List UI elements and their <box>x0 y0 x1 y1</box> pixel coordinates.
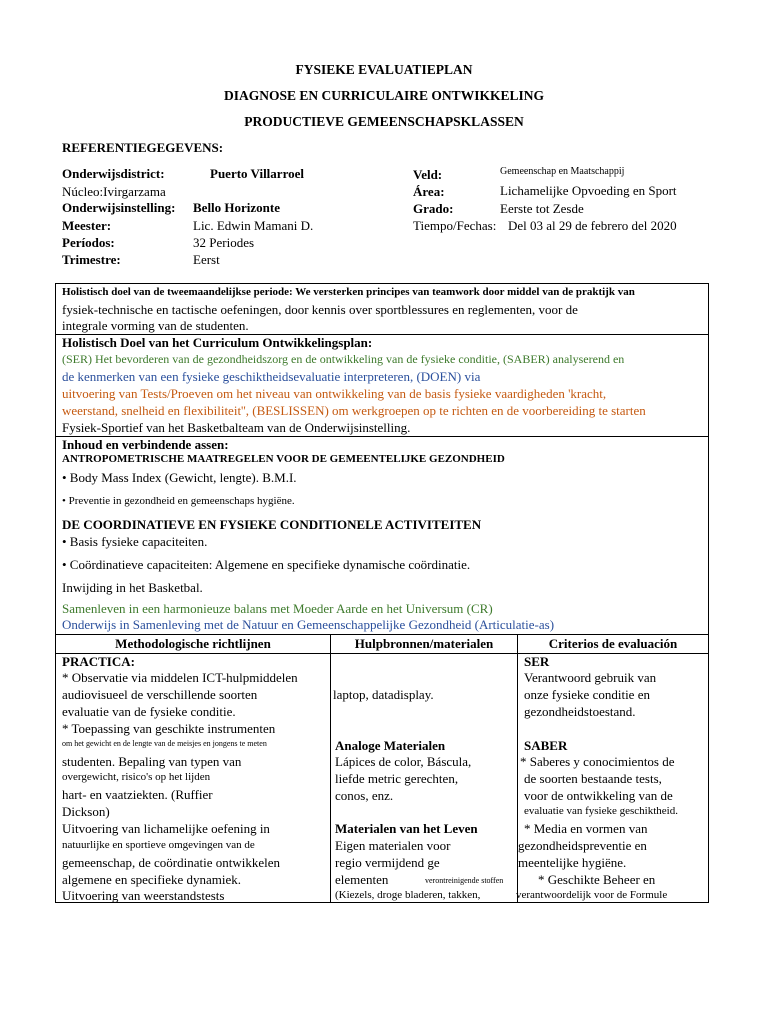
col2-eigen: Eigen materialen voor <box>335 838 451 853</box>
col2-liefde: liefde metric gerechten, <box>335 771 459 786</box>
institution-value: Bello Horizonte <box>193 200 281 215</box>
area-label: Área: <box>413 184 445 199</box>
teacher-value: Lic. Edwin Mamani D. <box>193 218 314 233</box>
holistic-line-1: Holistisch doel van de tweemaandelijkse periode: We versterken principes van teamwork door middel van de praktijk van <box>62 286 635 298</box>
col3-media-5: verantwoordelijk voor de Formule <box>516 889 668 901</box>
bmi-item: • Body Mass Index (Gewicht, lengte). B.M.I. <box>62 470 297 485</box>
curriculum-heading: Holistisch Doel van het Curriculum Ontwikkelingsplan: <box>62 335 373 350</box>
basic-item: • Basis fysieke capaciteiten. <box>62 534 208 549</box>
basketball-item: Inwijding in het Basketbal. <box>62 580 203 595</box>
table-border-left <box>55 283 56 903</box>
col2-laptop: laptop, datadisplay. <box>333 687 434 702</box>
document-subtitle-2: PRODUCTIEVE GEMEENSCHAPSKLASSEN <box>244 114 524 129</box>
veld-value: Gemeenschap en Maatschappij <box>500 166 625 177</box>
district-label: Onderwijsdistrict: <box>62 166 165 181</box>
tiempo-value: Del 03 al 29 de febrero del 2020 <box>508 218 677 233</box>
document-subtitle-1: DIAGNOSE EN CURRICULAIRE ONTWIKKELING <box>224 88 544 103</box>
col2-conos: conos, enz. <box>335 788 394 803</box>
col3-header: Criterios de evaluación <box>548 636 678 651</box>
curriculum-ser: (SER) Het bevorderen van de gezondheidszorg en de ontwikkeling van de fysieke conditie, (SABER) analyserend en <box>62 352 625 366</box>
col2-regio: regio vermijdend ge <box>335 855 440 870</box>
col1-gem: gemeenschap, de coördinatie ontwikkelen <box>62 855 281 870</box>
grado-label: Grado: <box>413 201 454 216</box>
col3-media-3: meentelijke hygiëne. <box>518 855 627 870</box>
curriculum-end: Fysiek-Sportief van het Basketbalteam van de Onderwijsinstelling. <box>62 420 411 435</box>
col3-saber-4: evaluatie van fysieke geschiktheid. <box>524 805 678 817</box>
col1-alg: algemene en specifieke dynamiek. <box>62 872 242 887</box>
col1-uitv-2: Uitvoering van weerstandstests <box>62 888 225 903</box>
col1-obs-2: audiovisueel de verschillende soorten <box>62 687 258 702</box>
col3-saber-1: * Saberes y conocimientos de <box>520 754 675 769</box>
grado-value: Eerste tot Zesde <box>500 201 584 216</box>
periods-value: 32 Periodes <box>193 235 255 250</box>
col1-dick: Dickson) <box>62 804 110 819</box>
col3-saber-2: de soorten bestaande tests, <box>524 771 662 786</box>
col-divider-1 <box>330 634 331 903</box>
curriculum-doen-2: weerstand, snelheid en flexibiliteit'', (BESLISSEN) om werkgroepen op te richten en de voorbereiding te starten <box>62 403 646 418</box>
col1-header: Methodologische richtlijnen <box>115 636 271 651</box>
blue-axis-line: Onderwijs in Samenleving met de Natuur en Gemeenschappelijke Gezondheid (Articulatie-as) <box>62 617 555 632</box>
anthro-heading: ANTROPOMETRISCHE MAATREGELEN VOOR DE GEMEENTELIJKE GEZONDHEID <box>62 453 505 465</box>
col1-hart: hart- en vaatziekten. (Ruffier <box>62 787 213 802</box>
teacher-label: Meester: <box>62 218 112 233</box>
table-border-right <box>708 283 709 903</box>
col3-ser-3: gezondheidstoestand. <box>524 704 636 719</box>
trimester-label: Trimestre: <box>62 252 121 267</box>
col1-over: overgewicht, risico's op het lijden <box>62 771 211 783</box>
col1-nat: natuurlijke en sportieve omgevingen van de <box>62 839 255 851</box>
col1-small-note: om het gewicht en de lengte van de meisjes en jongens te meten <box>62 739 267 748</box>
col3-ser-1: Verantwoord gebruik van <box>524 670 657 685</box>
col1-stud: studenten. Bepaling van typen van <box>62 754 242 769</box>
green-axis-line: Samenleven in een harmonieuze balans met Moeder Aarde en het Universum (CR) <box>62 601 493 616</box>
nucleo: Núcleo:Ivirgarzama <box>62 184 166 199</box>
col1-obs-3: evaluatie van de fysieke conditie. <box>62 704 236 719</box>
col3-media-1: * Media en vormen van <box>524 821 648 836</box>
area-value: Lichamelijke Opvoeding en Sport <box>500 183 677 198</box>
curriculum-saber: de kenmerken van een fysieke geschiktheidsevaluatie interpreteren, (DOEN) via <box>62 369 481 384</box>
col1-toep: * Toepassing van geschikte instrumenten <box>62 721 276 736</box>
periods-label: Períodos: <box>62 235 115 250</box>
holistic-line-3: integrale vorming van de studenten. <box>62 318 249 333</box>
col3-media-4: * Geschikte Beheer en <box>538 872 656 887</box>
col2-leven-heading: Materialen van het Leven <box>335 821 478 836</box>
col2-lapices: Lápices de color, Báscula, <box>335 754 472 769</box>
row-divider-3 <box>55 634 709 635</box>
row-divider-4 <box>55 653 709 654</box>
prevention-item: • Preventie in gezondheid en gemeenschaps hygiëne. <box>62 495 295 507</box>
col2-kiezels: (Kiezels, droge bladeren, takken, <box>335 889 481 901</box>
content-heading: Inhoud en verbindende assen: <box>62 437 229 452</box>
col3-saber-3: voor de ontwikkeling van de <box>524 788 673 803</box>
trimester-value: Eerst <box>193 252 220 267</box>
col2-header: Hulpbronnen/materialen <box>354 636 494 651</box>
col3-media-2: gezondheidspreventie en <box>518 838 647 853</box>
document-title: FYSIEKE EVALUATIEPLAN <box>295 62 473 77</box>
coord-heading: DE COORDINATIEVE EN FYSIEKE CONDITIONELE ACTIVITEITEN <box>62 517 482 532</box>
col2-analoge-heading: Analoge Materialen <box>335 738 446 753</box>
col2-elem: elementen <box>335 872 389 887</box>
veld-label: Veld: <box>413 167 443 182</box>
saber-heading: SABER <box>524 738 568 753</box>
curriculum-doen-1: uitvoering van Tests/Proeven om het niveau van ontwikkeling van de basis fysieke vaardigheden 'kracht, <box>62 386 607 401</box>
institution-label: Onderwijsinstelling: <box>62 200 176 215</box>
district-value: Puerto Villarroel <box>210 166 304 181</box>
coordinative-item: • Coördinatieve capaciteiten: Algemene en specifieke dynamische coördinatie. <box>62 557 471 572</box>
col2-small-note: verontreinigende stoffen <box>425 876 504 885</box>
practica-heading: PRACTICA: <box>62 654 135 669</box>
tiempo-label: Tiempo/Fechas: <box>413 218 497 233</box>
col1-uitv-1: Uitvoering van lichamelijke oefening in <box>62 821 270 836</box>
ser-heading: SER <box>524 654 550 669</box>
table-border-top <box>55 283 709 284</box>
holistic-line-2: fysiek-technische en tactische oefeningen, door kennis over sportblessures en reglementen, voor de <box>62 302 578 317</box>
col3-ser-2: onze fysieke conditie en <box>524 687 650 702</box>
ref-heading: REFERENTIEGEGEVENS: <box>62 140 224 155</box>
col1-obs-1: * Observatie via middelen ICT-hulpmiddelen <box>62 670 298 685</box>
